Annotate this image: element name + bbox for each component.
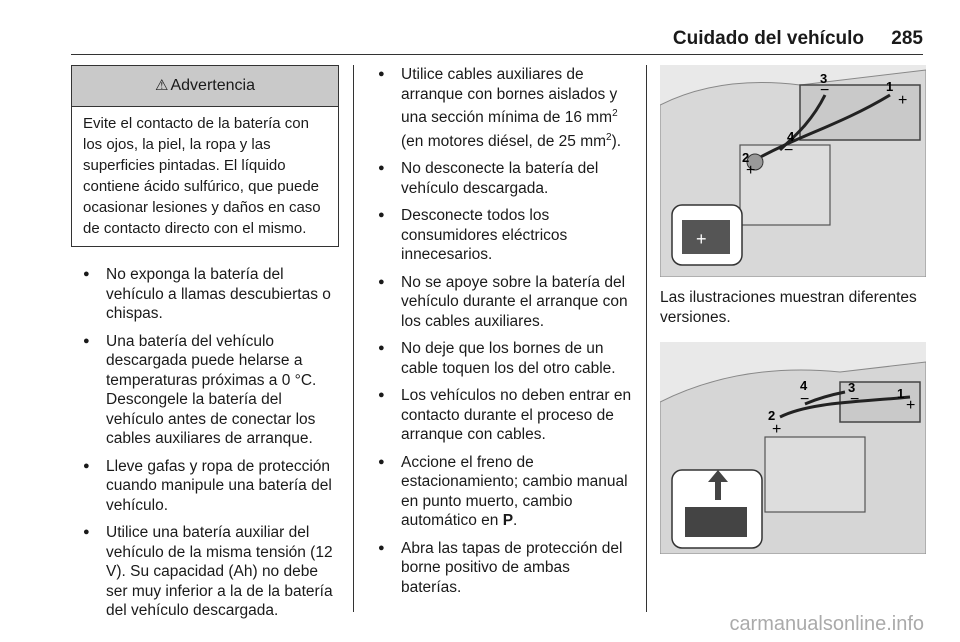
column-right [660, 65, 926, 554]
list-item: ● Una batería del vehículo descargada puede helarse a temperaturas próximas a 0 °C. Descongele la batería del vehículo antes de conectar los cables auxiliares de arranque. [71, 332, 341, 449]
list-item: ● Los vehículos no deben entrar en contacto durante el proceso de arranque con cables. [366, 386, 632, 445]
callout-1: 1 [886, 79, 894, 94]
warning-text: Evite el contacto de la batería con los ojos, la piel, la ropa y las superficies pintadas. El líquido contiene ácido sulfúrico, que puede ocasionar lesiones y daños en caso de contacto directo con el mismo. [83, 115, 321, 237]
callout-3: 3 [820, 71, 828, 86]
column-middle [366, 65, 632, 605]
minus-symbol: − [820, 82, 830, 99]
callout-4: 4 [787, 129, 795, 144]
warning-header [72, 66, 338, 107]
list-item: ● Abra las tapas de protección del borne positivo de ambas baterías. [366, 539, 632, 598]
bullet-list [71, 265, 341, 621]
list-item: ● Utilice una batería auxiliar del vehículo de la misma tensión (12 V). Su capacidad (Ah) no debe ser muy inferior a la de la batería del vehículo descargada. [71, 523, 341, 621]
bullet-list [366, 65, 632, 597]
figure-caption: Las ilustraciones muestran diferentes versiones. [660, 289, 917, 326]
callout-2: 2 [742, 150, 750, 165]
plus-symbol: + [746, 162, 756, 179]
engine-bay-illustration-alt [660, 342, 926, 554]
column-left [71, 65, 341, 629]
minus-symbol: − [784, 142, 794, 159]
plus-symbol: + [696, 229, 707, 249]
list-item: ● Desconecte todos los consumidores eléctricos innecesarios. [366, 206, 632, 265]
column-divider [353, 65, 354, 612]
warning-triangle-icon: ⚠ [155, 77, 169, 94]
page-number: 285 [891, 28, 923, 49]
callout-1: 1 [897, 386, 905, 401]
warning-title: Advertencia [170, 77, 255, 94]
list-item: ● Utilice cables auxiliares de arranque con bornes aislados y una sección mínima de 16 $mm^2$ (en motores diésel, de 25 $mm^2$). [366, 65, 632, 151]
warning-box [71, 65, 339, 247]
header-rule [71, 54, 923, 55]
minus-symbol: − [850, 391, 860, 408]
plus-symbol: + [906, 397, 916, 414]
watermark[interactable]: carmanualsonline.info [729, 613, 924, 635]
callout-4: 4 [800, 378, 808, 393]
section-title: Cuidado del vehículo [672, 28, 864, 49]
list-item: ● No exponga la batería del vehículo a llamas descubiertas o chispas. [71, 265, 341, 324]
list-item: ● Lleve gafas y ropa de protección cuando manipule una batería del vehículo. [71, 457, 341, 516]
list-item: ● No se apoye sobre la batería del vehículo durante el arranque con los cables auxiliares. [366, 273, 632, 332]
minus-symbol: − [800, 391, 810, 408]
callout-3: 3 [848, 380, 856, 395]
list-item: ● No desconecte la batería del vehículo descargada. [366, 159, 632, 198]
terminal-cover [685, 507, 747, 537]
list-item: ● No deje que los bornes de un cable toquen los del otro cable. [366, 339, 632, 378]
page-header [0, 28, 960, 54]
callout-2: 2 [768, 408, 776, 423]
plus-symbol: + [898, 92, 908, 109]
plus-symbol: + [772, 421, 782, 438]
list-item: ● Accione el freno de estacionamiento; cambio manual en punto muerto, cambio automático en P. [366, 453, 632, 531]
column-divider [646, 65, 647, 612]
fuse-box [765, 437, 865, 512]
engine-bay-illustration [660, 65, 926, 277]
